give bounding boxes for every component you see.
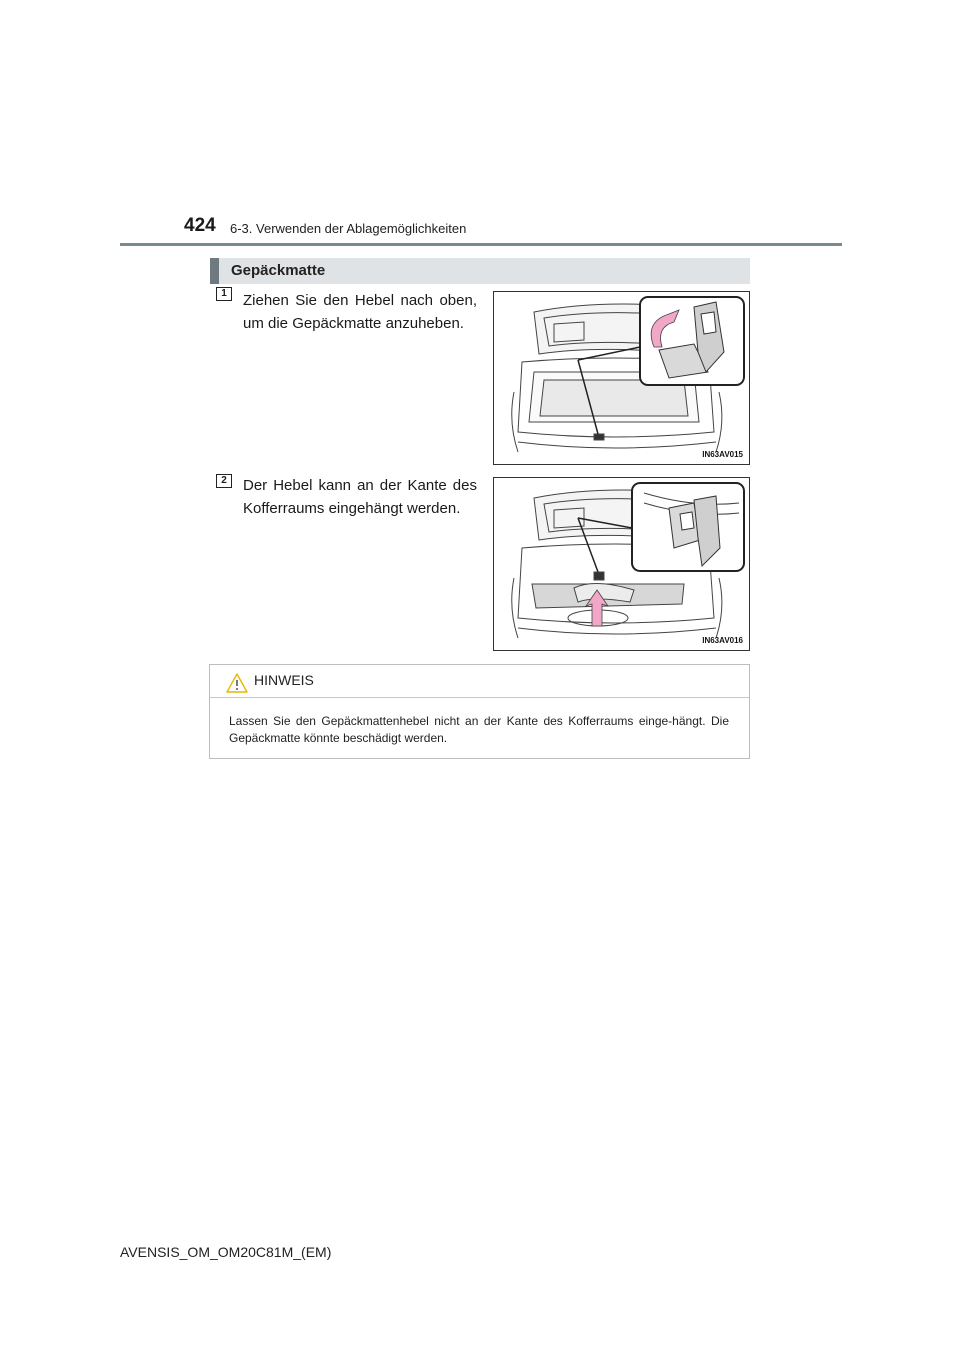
header-rule: [120, 243, 842, 246]
figure-2: [493, 477, 750, 651]
step-text-1: Ziehen Sie den Hebel nach oben, um die Gepäckmatte anzuheben.: [243, 292, 477, 332]
notice-text: Lassen Sie den Gepäckmattenhebel nicht an der Kante des Kofferraums einge-hängt. Die Gepäckmatte könnte beschädigt werden.: [229, 714, 729, 745]
footer-document-id: AVENSIS_OM_OM20C81M_(EM): [120, 1244, 332, 1260]
notice-box: [209, 664, 750, 759]
figure-code-1: IN63AV015: [702, 450, 743, 459]
step-number-1: 1: [216, 287, 232, 301]
section-header: [210, 258, 750, 284]
warning-triangle-icon: [226, 673, 248, 693]
notice-title: HINWEIS: [254, 672, 314, 688]
notice-rule: [210, 697, 749, 698]
chapter-title: 6-3. Verwenden der Ablagemöglichkeiten: [230, 221, 467, 236]
step-number-2: 2: [216, 474, 232, 488]
figure-1: [493, 291, 750, 465]
step-text-2: Der Hebel kann an der Kante des Kofferraums eingehängt werden.: [243, 477, 477, 517]
figure-code-2: IN63AV016: [702, 636, 743, 645]
trunk-open-illustration: [494, 292, 750, 465]
trunk-mat-raised-illustration: [494, 478, 750, 651]
section-title: Gepäckmatte: [231, 262, 326, 279]
page-number: 424: [184, 215, 216, 236]
